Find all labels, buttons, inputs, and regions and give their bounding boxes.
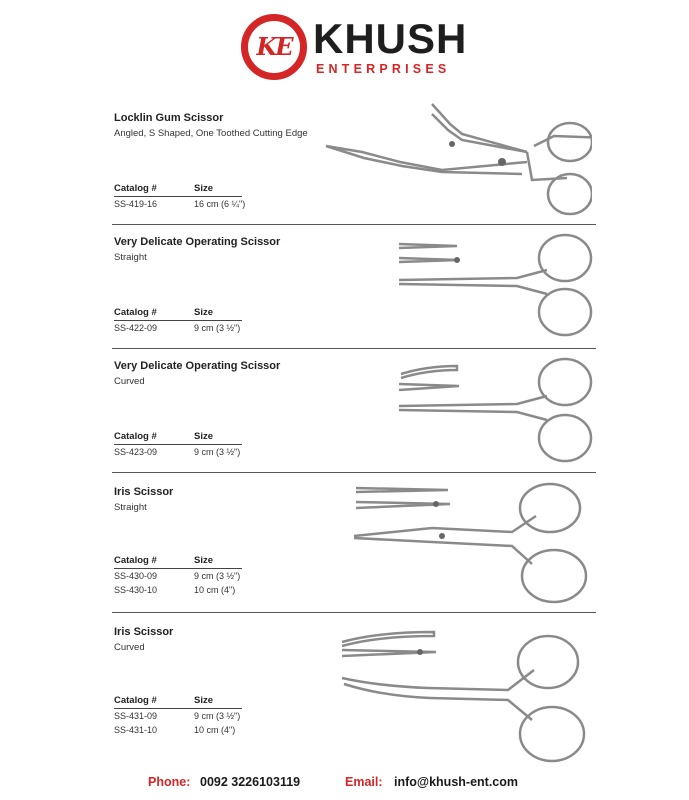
contact-footer bbox=[0, 772, 689, 792]
catalog-row bbox=[114, 199, 245, 209]
catalog-header bbox=[114, 431, 242, 445]
catalog-code: SS-431-10 bbox=[114, 725, 158, 735]
product-title: Locklin Gum Scissor bbox=[114, 112, 224, 124]
catalog-size: 9 cm (3 ½") bbox=[194, 323, 241, 333]
catalog-row bbox=[114, 585, 235, 595]
catalog-col-label: Catalog # bbox=[114, 695, 157, 706]
product-section bbox=[112, 100, 596, 225]
catalog-size: 9 cm (3 ½") bbox=[194, 711, 241, 721]
header bbox=[0, 0, 689, 95]
catalog-code: SS-431-09 bbox=[114, 711, 158, 721]
email-address[interactable]: info@khush-ent.com bbox=[394, 775, 518, 789]
product-section bbox=[112, 348, 596, 473]
size-col-label: Size bbox=[194, 307, 214, 318]
brand-tagline: ENTERPRISES bbox=[316, 62, 451, 76]
brand-logo bbox=[241, 14, 307, 80]
product-subtitle: Straight bbox=[114, 252, 147, 263]
locklin-gum-scissor-image bbox=[322, 100, 592, 222]
size-col-label: Size bbox=[194, 695, 214, 706]
catalog-size: 9 cm (3 ½") bbox=[194, 447, 241, 457]
catalog-header bbox=[114, 307, 242, 321]
product-subtitle: Straight bbox=[114, 502, 147, 513]
product-section bbox=[112, 612, 596, 766]
product-title: Iris Scissor bbox=[114, 486, 174, 498]
product-section bbox=[112, 224, 596, 349]
email-label: Email: bbox=[345, 775, 383, 789]
size-col-label: Size bbox=[194, 431, 214, 442]
catalog-row bbox=[114, 571, 240, 581]
catalog-code: SS-419-16 bbox=[114, 199, 158, 209]
catalog-col-label: Catalog # bbox=[114, 555, 157, 566]
phone-label: Phone: bbox=[148, 775, 191, 789]
catalog-row bbox=[114, 447, 240, 457]
catalog-code: SS-430-10 bbox=[114, 585, 158, 595]
product-subtitle: Curved bbox=[114, 642, 145, 653]
catalog-size: 10 cm (4") bbox=[194, 585, 236, 595]
catalog-size: 16 cm (6 ¼") bbox=[194, 199, 246, 209]
iris-straight-scissor-image bbox=[352, 480, 596, 606]
delicate-curved-scissor-image bbox=[397, 356, 595, 468]
phone-number[interactable]: 0092 3226103119 bbox=[200, 775, 301, 789]
product-title: Very Delicate Operating Scissor bbox=[114, 360, 281, 372]
catalog-col-label: Catalog # bbox=[114, 431, 157, 442]
product-subtitle: Curved bbox=[114, 376, 145, 387]
catalog-col-label: Catalog # bbox=[114, 307, 157, 318]
catalog-code: SS-423-09 bbox=[114, 447, 158, 457]
catalog-size: 10 cm (4") bbox=[194, 725, 236, 735]
catalog-header bbox=[114, 695, 242, 709]
brand-name: KHUSH bbox=[313, 15, 468, 62]
catalog-size: 9 cm (3 ½") bbox=[194, 571, 241, 581]
product-title: Iris Scissor bbox=[114, 626, 174, 638]
product-subtitle: Angled, S Shaped, One Toothed Cutting Edge bbox=[114, 128, 308, 139]
iris-curved-scissor-image bbox=[338, 626, 596, 764]
size-col-label: Size bbox=[194, 183, 214, 194]
catalog-col-label: Catalog # bbox=[114, 183, 157, 194]
catalog-code: SS-430-09 bbox=[114, 571, 158, 581]
logo-monogram: KE bbox=[256, 32, 292, 61]
catalog-header bbox=[114, 555, 242, 569]
catalog-row bbox=[114, 725, 235, 735]
product-section bbox=[112, 472, 596, 613]
size-col-label: Size bbox=[194, 555, 214, 566]
catalog-row bbox=[114, 323, 240, 333]
catalog-row bbox=[114, 711, 240, 721]
delicate-straight-scissor-image bbox=[397, 232, 595, 344]
product-title: Very Delicate Operating Scissor bbox=[114, 236, 281, 248]
catalog-header bbox=[114, 183, 242, 197]
catalog-code: SS-422-09 bbox=[114, 323, 158, 333]
